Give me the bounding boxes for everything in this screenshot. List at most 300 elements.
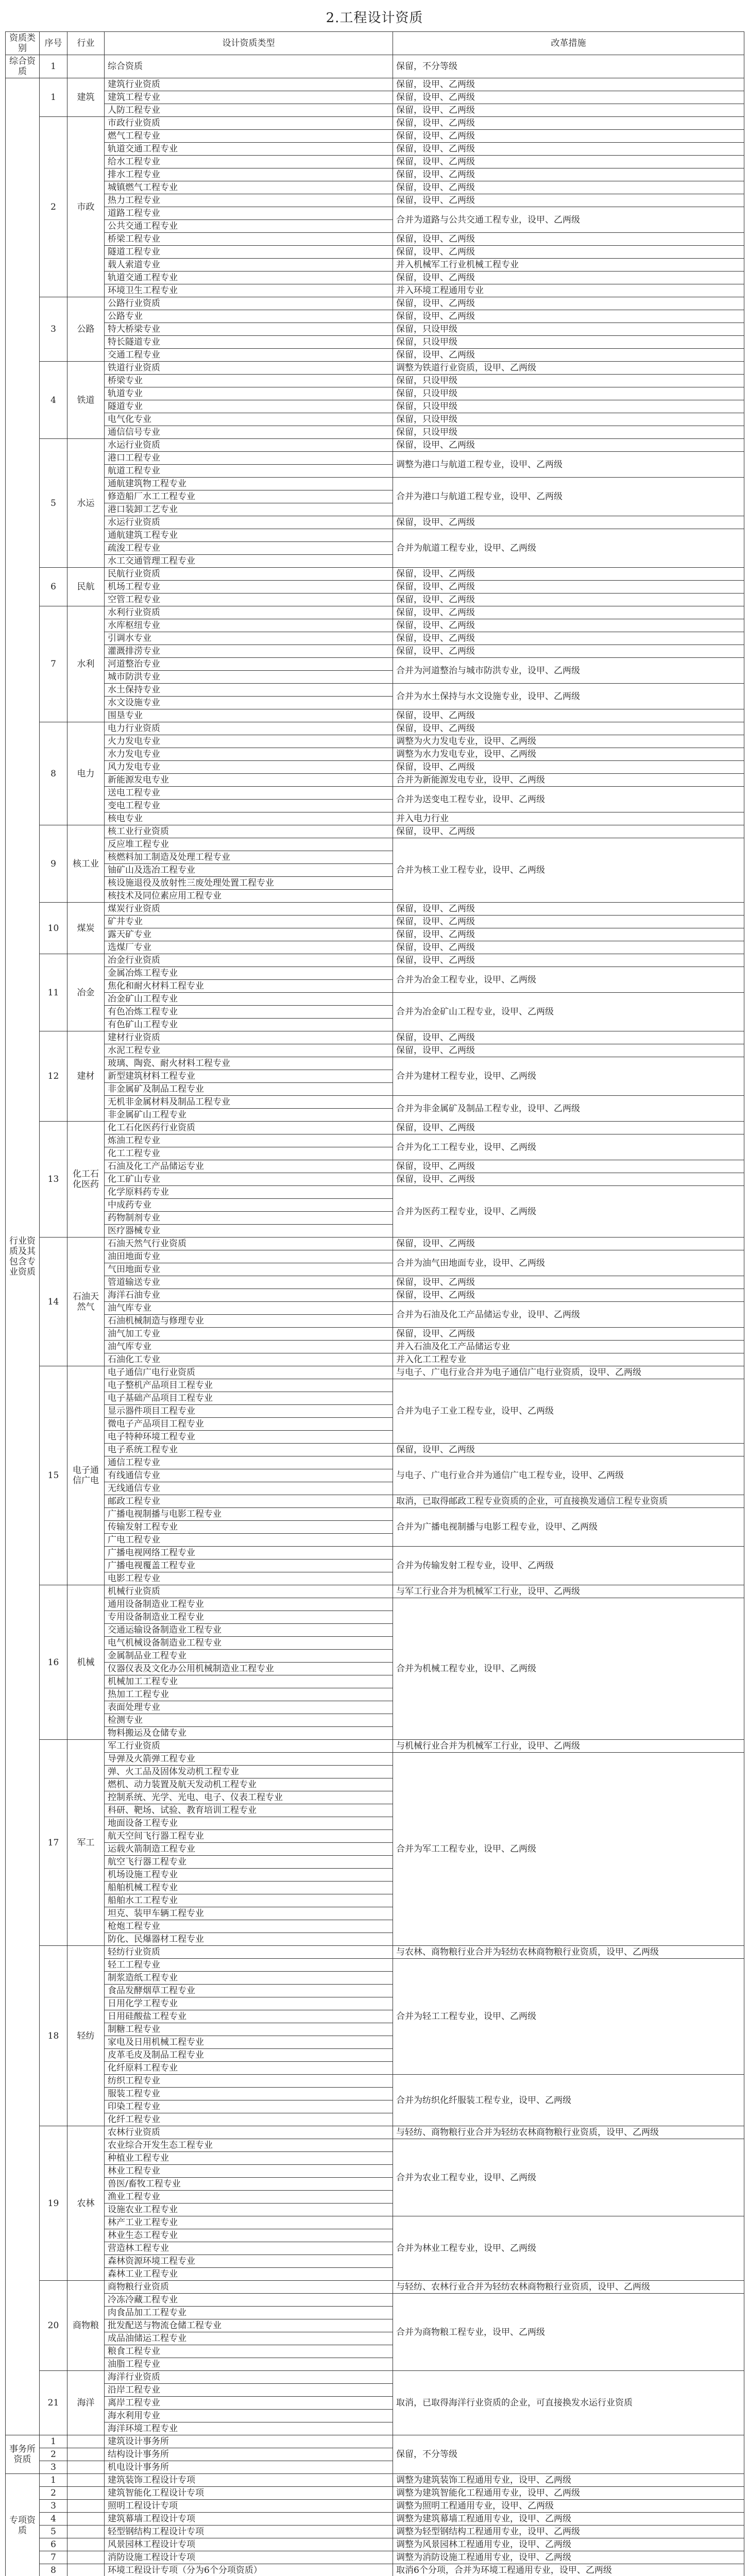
action-cell: 合并为港口与航道工程专业，设甲、乙两级: [393, 478, 744, 516]
type-cell: 商物粮行业资质: [105, 2281, 393, 2294]
type-cell: 电子基础产品项目工程专业: [105, 1392, 393, 1405]
type-cell: 广播电视制播与电影工程专业: [105, 1508, 393, 1521]
table-row: [6, 645, 744, 658]
table-row: [6, 207, 744, 220]
action-cell: 保留，不分等级: [393, 55, 744, 78]
type-cell: 林业生态工程专业: [105, 2229, 393, 2242]
type-cell: 制糖工程专业: [105, 2023, 393, 2036]
type-cell: 印染工程专业: [105, 2100, 393, 2113]
type-cell: 公路行业资质: [105, 297, 393, 310]
table-row: [6, 1959, 744, 1972]
type-cell: 结构设计事务所: [105, 2448, 393, 2461]
type-cell: 无线通信专业: [105, 1482, 393, 1495]
type-cell: 导弹及火箭弹工程专业: [105, 1753, 393, 1766]
action-cell: 与轻纺、商物粮行业合并为轻纺农林商物粮行业资质，设甲、乙两级: [393, 2126, 744, 2139]
action-cell: 保留，设甲、乙两级: [393, 156, 744, 168]
table-row: [6, 1173, 744, 1186]
type-cell: 控制系统、光学、光电、电子、仪表工程专业: [105, 1791, 393, 1804]
table-row: [6, 748, 744, 761]
type-cell: 水泥工程专业: [105, 1044, 393, 1057]
seq-cell: 20: [40, 2281, 67, 2371]
table-row: [6, 941, 744, 954]
table-row: [6, 2551, 744, 2564]
table-row: [6, 336, 744, 349]
action-cell: 合并为轻工工程专业，设甲、乙两级: [393, 1959, 744, 2075]
action-cell: 保留，设甲、乙两级: [393, 1328, 744, 1341]
table-row: [6, 2474, 744, 2487]
type-cell: 风景园林工程设计专项: [105, 2538, 393, 2551]
type-cell: 冶金行业资质: [105, 954, 393, 967]
table-row: [6, 619, 744, 632]
table-row: [6, 1341, 744, 1353]
table-row: [6, 1238, 744, 1250]
type-cell: 气田地面专业: [105, 1263, 393, 1276]
action-cell: 保留，设甲、乙两级: [393, 516, 744, 529]
type-cell: 建筑设计事务所: [105, 2435, 393, 2448]
type-cell: 变电工程专业: [105, 800, 393, 812]
action-cell: 调整为风景园林工程通用专业，设甲、乙两级: [393, 2538, 744, 2551]
action-cell: 保留，设甲、乙两级: [393, 168, 744, 181]
table-row: [6, 1495, 744, 1508]
table-row: [6, 1057, 744, 1070]
action-cell: 取消，已取得海洋行业资质的企业，可直接换发水运行业资质: [393, 2371, 744, 2435]
seq-cell: 7: [40, 2551, 67, 2564]
type-cell: 离岸工程专业: [105, 2397, 393, 2410]
action-cell: 保留，只设甲级: [393, 387, 744, 400]
type-cell: 河道整治专业: [105, 658, 393, 671]
seq-cell: 17: [40, 1740, 67, 1946]
action-cell: 调整为铁道行业资质，设甲、乙两级: [393, 362, 744, 375]
table-row: [6, 439, 744, 452]
type-cell: 港口装卸工艺专业: [105, 503, 393, 516]
action-cell: 与电子、广电行业合并为电子通信广电行业资质，设甲、乙两级: [393, 1366, 744, 1379]
action-cell: 合并为冶金工程专业，设甲、乙两级: [393, 967, 744, 993]
action-cell: 保留，不分等级: [393, 2435, 744, 2474]
type-cell: 通用设备制造业工程专业: [105, 1598, 393, 1611]
type-cell: 纺织工程专业: [105, 2075, 393, 2088]
table-row: [6, 2487, 744, 2500]
action-cell: 保留，设甲、乙两级: [393, 297, 744, 310]
type-cell: 电气化专业: [105, 413, 393, 426]
type-cell: 弹、火工品及固体发动机工程专业: [105, 1766, 393, 1778]
type-cell: 仪器仪表及文化办公用机械制造业工程专业: [105, 1663, 393, 1675]
type-cell: 化纤工程专业: [105, 2113, 393, 2126]
seq-cell: 10: [40, 903, 67, 954]
table-row: [6, 1160, 744, 1173]
table-row: [6, 916, 744, 928]
table-row: [6, 104, 744, 117]
type-cell: 广播电视网络工程专业: [105, 1547, 393, 1560]
table-row: [6, 529, 744, 542]
type-cell: 海洋石油专业: [105, 1289, 393, 1302]
action-cell: 保留，设甲、乙两级: [393, 928, 744, 941]
action-cell: 保留，设甲、乙两级: [393, 1160, 744, 1173]
action-cell: 保留，设甲、乙两级: [393, 581, 744, 594]
type-cell: 油气库专业: [105, 1302, 393, 1315]
action-cell: 合并为纺织化纤服装工程专业，设甲、乙两级: [393, 2075, 744, 2126]
industry-cell: 水利: [67, 606, 105, 722]
seq-cell: 3: [40, 2500, 67, 2513]
type-cell: 建材行业资质: [105, 1031, 393, 1044]
type-cell: 医疗器械专业: [105, 1225, 393, 1238]
type-cell: 修造船厂水工工程专业: [105, 490, 393, 503]
table-row: [6, 722, 744, 735]
table-row: [6, 1353, 744, 1366]
type-cell: 送电工程专业: [105, 787, 393, 800]
industry-cell: 化工石化医药: [67, 1122, 105, 1238]
type-cell: 坦克、装甲车辆工程专业: [105, 1907, 393, 1920]
type-cell: 森林工业工程专业: [105, 2268, 393, 2281]
industry-cell: 海洋: [67, 2371, 105, 2435]
table-row: [6, 2294, 744, 2307]
table-row: [6, 1276, 744, 1289]
table-row: [6, 194, 744, 207]
type-cell: 环境卫生工程专业: [105, 284, 393, 297]
type-cell: 管道输送专业: [105, 1276, 393, 1289]
type-cell: 枪炮工程专业: [105, 1920, 393, 1933]
action-cell: 并入石油及化工产品储运专业: [393, 1341, 744, 1353]
action-cell: 调整为建筑智能化工程通用专业，设甲、乙两级: [393, 2487, 744, 2500]
table-row: [6, 967, 744, 980]
table-row: [6, 825, 744, 838]
seq-cell: 4: [40, 362, 67, 439]
table-row: [6, 413, 744, 426]
type-cell: 地面设备工程专业: [105, 1817, 393, 1830]
type-cell: 给水工程专业: [105, 156, 393, 168]
table-row: [6, 1366, 744, 1379]
type-cell: 石油天然气行业资质: [105, 1238, 393, 1250]
type-cell: 日用化学工程专业: [105, 1997, 393, 2010]
type-cell: 焦化和耐火材料工程专业: [105, 980, 393, 993]
table-row: [6, 1585, 744, 1598]
action-cell: 保留，设甲、乙两级: [393, 594, 744, 606]
action-cell: 与农林、商物粮行业合并为轻纺农林商物粮行业资质，设甲、乙两级: [393, 1946, 744, 1959]
type-cell: 特长隧道专业: [105, 336, 393, 349]
type-cell: 建筑幕墙工程设计专项: [105, 2513, 393, 2526]
table-row: [6, 2564, 744, 2576]
seq-cell: 14: [40, 1238, 67, 1366]
type-cell: 航天空间飞行器工程专业: [105, 1830, 393, 1843]
action-cell: 合并为新能源发电专业，设甲、乙两级: [393, 774, 744, 787]
industry-cell: 石油天然气: [67, 1238, 105, 1366]
table-row: [6, 761, 744, 774]
seq-cell: 16: [40, 1585, 67, 1740]
action-cell: 保留，设甲、乙两级: [393, 568, 744, 581]
table-row: [6, 1379, 744, 1392]
type-cell: 载人索道专业: [105, 259, 393, 272]
seq-cell: 6: [40, 2538, 67, 2551]
type-cell: 灌溉排涝专业: [105, 645, 393, 658]
type-cell: 轻工工程专业: [105, 1959, 393, 1972]
action-cell: 并入化工工程专业: [393, 1353, 744, 1366]
type-cell: 成品油储运工程专业: [105, 2332, 393, 2345]
type-cell: 铀矿山及选冶工程专业: [105, 864, 393, 877]
type-cell: 市政行业资质: [105, 117, 393, 130]
type-cell: 微电子产品项目工程专业: [105, 1418, 393, 1431]
type-cell: 轨道交通工程专业: [105, 143, 393, 156]
action-cell: 并入电力行业: [393, 812, 744, 825]
header-industry: 行业: [67, 32, 105, 55]
action-cell: 合并为化工工程专业，设甲、乙两级: [393, 1134, 744, 1160]
table-row: [6, 1031, 744, 1044]
type-cell: 石油机械制造与修理专业: [105, 1315, 393, 1328]
seq-cell: 7: [40, 606, 67, 722]
action-cell: 合并为核工业工程专业，设甲、乙两级: [393, 838, 744, 903]
seq-cell: 15: [40, 1366, 67, 1585]
action-cell: 合并为道路与公共交通工程专业，设甲、乙两级: [393, 207, 744, 233]
action-cell: 保留，设甲、乙两级: [393, 709, 744, 722]
seq-cell: 8: [40, 722, 67, 825]
type-cell: 轻纺行业资质: [105, 1946, 393, 1959]
type-cell: 通信信号专业: [105, 426, 393, 439]
type-cell: 日用硅酸盐工程专业: [105, 2010, 393, 2023]
type-cell: 燃机、动力装置及航天发动机工程专业: [105, 1778, 393, 1791]
type-cell: 物料搬运及仓储专业: [105, 1727, 393, 1740]
type-cell: 化工工程专业: [105, 1147, 393, 1160]
type-cell: 机械行业资质: [105, 1585, 393, 1598]
table-row: [6, 2500, 744, 2513]
type-cell: 电子特种环境工程专业: [105, 1431, 393, 1444]
action-cell: 调整为建筑装饰工程通用专业，设甲、乙两级: [393, 2474, 744, 2487]
table-row: [6, 130, 744, 143]
type-cell: 有色冶炼工程专业: [105, 1006, 393, 1019]
table-row: [6, 297, 744, 310]
type-cell: 疏浚工程专业: [105, 542, 393, 555]
table-row: [6, 1547, 744, 1560]
table-row: [6, 2513, 744, 2526]
industry-cell: [67, 2564, 105, 2576]
seq-cell: 1: [40, 2435, 67, 2448]
table-row: [6, 1508, 744, 1521]
type-cell: 家电及日用机械工程专业: [105, 2036, 393, 2049]
type-cell: 有线通信专业: [105, 1469, 393, 1482]
table-row: [6, 233, 744, 246]
action-cell: 与轻纺、农林行业合并为轻纺农林商物粮行业资质，设甲、乙两级: [393, 2281, 744, 2294]
type-cell: 排水工程专业: [105, 168, 393, 181]
table-row: [6, 78, 744, 91]
type-cell: 核技术及同位素应用工程专业: [105, 890, 393, 903]
table-row: [6, 1289, 744, 1302]
type-cell: 燃气工程专业: [105, 130, 393, 143]
table-row: [6, 55, 744, 78]
industry-cell: [67, 2487, 105, 2500]
industry-cell: [67, 2513, 105, 2526]
industry-cell: [67, 2474, 105, 2487]
industry-cell: [67, 2435, 105, 2448]
type-cell: 传输发射工程专业: [105, 1521, 393, 1534]
type-cell: 火力发电专业: [105, 735, 393, 748]
industry-cell: 机械: [67, 1585, 105, 1740]
type-cell: 机电设计事务所: [105, 2461, 393, 2474]
type-cell: 轨道交通工程专业: [105, 272, 393, 284]
table-row: [6, 284, 744, 297]
action-cell: 并入机械军工行业机械工程专业: [393, 259, 744, 272]
type-cell: 沿岸工程专业: [105, 2384, 393, 2397]
action-cell: 保留，设甲、乙两级: [393, 1031, 744, 1044]
action-cell: 保留，只设甲级: [393, 336, 744, 349]
action-cell: 合并为航道工程专业，设甲、乙两级: [393, 529, 744, 568]
action-cell: 保留，只设甲级: [393, 426, 744, 439]
action-cell: 保留，设甲、乙两级: [393, 233, 744, 246]
industry-cell: 军工: [67, 1740, 105, 1946]
type-cell: 非金属矿及制品工程专业: [105, 1083, 393, 1096]
action-cell: 与机械行业合并为机械军工行业，设甲、乙两级: [393, 1740, 744, 1753]
seq-cell: 13: [40, 1122, 67, 1238]
industry-cell: 轻纺: [67, 1946, 105, 2126]
industry-cell: [67, 2551, 105, 2564]
type-cell: 石油化工专业: [105, 1353, 393, 1366]
table-row: [6, 375, 744, 387]
action-cell: 保留，设甲、乙两级: [393, 1289, 744, 1302]
type-cell: 水运行业资质: [105, 516, 393, 529]
seq-cell: 12: [40, 1031, 67, 1122]
action-cell: 调整为建筑幕墙工程通用专业，设甲、乙两级: [393, 2513, 744, 2526]
industry-cell: 煤炭: [67, 903, 105, 954]
table-row: [6, 903, 744, 916]
action-cell: 保留，只设甲级: [393, 323, 744, 336]
action-cell: 保留，设甲、乙两级: [393, 632, 744, 645]
action-cell: 合并为商物粮工程专业，设甲、乙两级: [393, 2294, 744, 2371]
action-cell: 并入环境工程通用专业: [393, 284, 744, 297]
action-cell: 合并为军工工程专业，设甲、乙两级: [393, 1753, 744, 1946]
type-cell: 电子整机产品项目工程专业: [105, 1379, 393, 1392]
industry-cell: 核工业: [67, 825, 105, 903]
type-cell: 批发配送与物流仓储工程专业: [105, 2319, 393, 2332]
type-cell: 林产工业工程专业: [105, 2216, 393, 2229]
type-cell: 服装工程专业: [105, 2088, 393, 2100]
type-cell: 农林行业资质: [105, 2126, 393, 2139]
type-cell: 隧道工程专业: [105, 246, 393, 259]
table-row: [6, 323, 744, 336]
table-row: [6, 787, 744, 800]
table-row: [6, 606, 744, 619]
type-cell: 科研、靶场、试验、教育培训工程专业: [105, 1804, 393, 1817]
type-cell: 照明工程设计专项: [105, 2500, 393, 2513]
table-row: [6, 1302, 744, 1315]
type-cell: 有色矿山工程专业: [105, 1019, 393, 1031]
industry-cell: 冶金: [67, 954, 105, 1031]
action-cell: 合并为水土保持与水文设施专业，设甲、乙两级: [393, 684, 744, 709]
type-cell: 引调水专业: [105, 632, 393, 645]
table-row: [6, 272, 744, 284]
action-cell: 合并为石油及化工产品储运专业，设甲、乙两级: [393, 1302, 744, 1328]
type-cell: 建筑智能化工程设计专项: [105, 2487, 393, 2500]
type-cell: 水利行业资质: [105, 606, 393, 619]
table-row: [6, 2371, 744, 2384]
table-row: [6, 310, 744, 323]
type-cell: 运载火箭制造工程专业: [105, 1843, 393, 1856]
table-row: [6, 387, 744, 400]
action-cell: 保留，设甲、乙两级: [393, 1238, 744, 1250]
type-cell: 海洋环境工程专业: [105, 2422, 393, 2435]
type-cell: 航空飞行器工程专业: [105, 1856, 393, 1869]
seq-cell: 18: [40, 1946, 67, 2126]
table-row: [6, 954, 744, 967]
table-row: [6, 2075, 744, 2088]
industry-cell: [67, 2461, 105, 2474]
type-cell: 检测专业: [105, 1714, 393, 1727]
type-cell: 核电专业: [105, 812, 393, 825]
type-cell: 水文设施专业: [105, 697, 393, 709]
action-cell: 保留，只设甲级: [393, 400, 744, 413]
seq-cell: 8: [40, 2564, 67, 2576]
action-cell: 合并为机械工程专业，设甲、乙两级: [393, 1598, 744, 1740]
industry-cell: [67, 2448, 105, 2461]
type-cell: 风力发电专业: [105, 761, 393, 774]
table-row: [6, 143, 744, 156]
type-cell: 邮政工程专业: [105, 1495, 393, 1508]
type-cell: 机械加工工程专业: [105, 1675, 393, 1688]
action-cell: 保留，设甲、乙两级: [393, 1444, 744, 1456]
table-row: [6, 2126, 744, 2139]
action-cell: 取消，已取得邮政工程专业资质的企业，可直接换发通信工程专业资质: [393, 1495, 744, 1508]
type-cell: 核燃料加工制造及处理工程专业: [105, 851, 393, 864]
table-row: [6, 426, 744, 439]
action-cell: 保留，设甲、乙两级: [393, 310, 744, 323]
type-cell: 药物制剂专业: [105, 1212, 393, 1225]
type-cell: 交通工程专业: [105, 349, 393, 362]
action-cell: 保留，设甲、乙两级: [393, 645, 744, 658]
action-cell: 保留，设甲、乙两级: [393, 194, 744, 207]
type-cell: 轻型钢结构工程设计专项: [105, 2526, 393, 2538]
table-row: [6, 478, 744, 490]
type-cell: 化工矿山专业: [105, 1173, 393, 1186]
header-action: 改革措施: [393, 32, 744, 55]
seq-cell: 19: [40, 2126, 67, 2281]
table-row: [6, 117, 744, 130]
type-cell: 森林资源环境工程专业: [105, 2255, 393, 2268]
table-row: [6, 838, 744, 851]
table-row: [6, 568, 744, 581]
action-cell: 保留，设甲、乙两级: [393, 761, 744, 774]
seq-cell: 6: [40, 568, 67, 606]
table-row: [6, 928, 744, 941]
type-cell: 煤炭行业资质: [105, 903, 393, 916]
table-row: [6, 2526, 744, 2538]
industry-cell: [67, 55, 105, 78]
action-cell: 合并为广播电视制播与电影工程专业，设甲、乙两级: [393, 1508, 744, 1547]
table-row: [6, 181, 744, 194]
seq-cell: 3: [40, 2461, 67, 2474]
seq-cell: 9: [40, 825, 67, 903]
action-cell: 保留，设甲、乙两级: [393, 439, 744, 452]
seq-cell: 1: [40, 55, 67, 78]
type-cell: 玻璃、陶瓷、耐火材料工程专业: [105, 1057, 393, 1070]
table-row: [6, 246, 744, 259]
action-cell: 合并为农业工程专业，设甲、乙两级: [393, 2139, 744, 2216]
type-cell: 建筑行业资质: [105, 78, 393, 91]
action-cell: 调整为港口与航道工程专业，设甲、乙两级: [393, 452, 744, 478]
type-cell: 油气库专业: [105, 1341, 393, 1353]
type-cell: 油气加工专业: [105, 1328, 393, 1341]
type-cell: 桥梁工程专业: [105, 233, 393, 246]
table-header-row: [6, 32, 744, 55]
type-cell: 化学原料药专业: [105, 1186, 393, 1199]
industry-cell: 电子通信广电: [67, 1366, 105, 1585]
seq-cell: 3: [40, 297, 67, 362]
type-cell: 粮食工程专业: [105, 2345, 393, 2358]
industry-cell: [67, 2500, 105, 2513]
type-cell: 航道工程专业: [105, 465, 393, 478]
table-row: [6, 1122, 744, 1134]
action-cell: 保留，设甲、乙两级: [393, 91, 744, 104]
type-cell: 道路工程专业: [105, 207, 393, 220]
page-title: 2.工程设计资质: [326, 10, 423, 26]
type-cell: 水库枢纽专业: [105, 619, 393, 632]
type-cell: 防化、民爆器材工程专业: [105, 1933, 393, 1946]
action-cell: 调整为火力发电专业，设甲、乙两级: [393, 735, 744, 748]
type-cell: 特大桥梁专业: [105, 323, 393, 336]
